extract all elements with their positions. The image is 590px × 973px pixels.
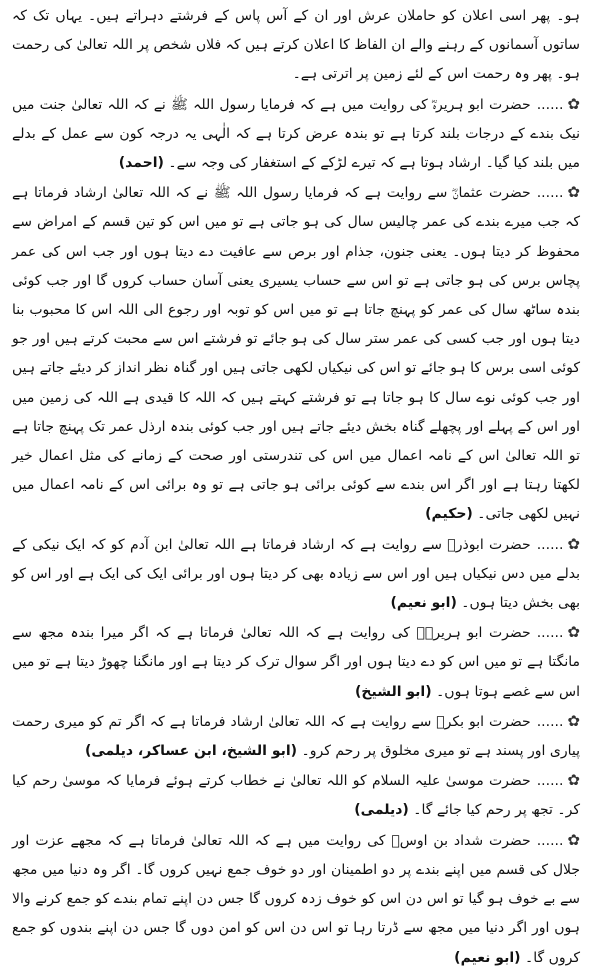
dot-leader: ...... [536,536,564,553]
paragraph-text: حضرت ابو بکرؓ سے روایت ہے کہ اللہ تعالیٰ ارشاد فرماتا ہے کہ اگر تم کو میری رحمت پیاری اور پسند ہے تو میری مخلوق پر رحم کرو۔ [12,713,580,760]
paragraph-text: حضرت ابو ہریرہؓ کی روایت میں ہے کہ فرمایا رسول اللہ ﷺ نے کہ اللہ تعالیٰ جنت میں نیک بندے کے درجات بلند کرتا ہے تو بندہ عرض کرتا ہے کہ الٰہی یہ درجہ کون سے عمل کے بدلے میں بلند کیا گیا۔ ارشاد ہوتا ہے کہ تیرے لڑکے کے استغفار کی وجہ سے۔ [12,96,580,172]
paragraph-text: حضرت عثمانؓ سے روایت ہے کہ فرمایا رسول اللہ ﷺ نے کہ اللہ تعالیٰ ارشاد فرماتا ہے کہ جب میرے بندے کی عمر چالیس سال کی ہو جاتی ہے تو میں اس کو تین قسم کے امراض سے محفوظ کر دیتا ہوں۔ یعنی جنون، جذام اور برص سے عافیت دے دیتا ہوں اور جب اس کی عمر پچاس برس کی ہو جاتی ہے تو اس سے حساب یسیری یعنی آسان حساب کروں گا اور جب کوئی بندہ ساٹھ سال کی عمر کو پہنچ جاتا ہے تو میں اس کو توبہ اور رجوع الی اللہ اس کا محبوب بنا دیتا ہوں اور جب کسی کی عمر ستر سال کی ہو جائے تو فرشتے اس سے محبت کرتے ہیں اور جو کوئی اسی برس کا ہو جائے تو اس کی نیکیاں لکھی جاتی ہیں اور گناہ نظر انداز کر دیئے جاتے ہیں اور جب کوئی نوے سال کا ہو جاتا ہے تو فرشتے کہتے ہیں کہ اللہ کا قیدی ہے اللہ کی زمین میں اور اس کے پہلے اور پچھلے گناہ بخش دیئے جاتے ہیں اور جب کوئی بندہ ارذل عمر تک پہنچ جاتا ہے تو اللہ تعالیٰ اس کے نامہ اعمال میں اس کی تندرستی اور صحت کے زمانے کی مثل اعمال خیر لکھتا رہتا ہے اور اگر اس بندے سے کوئی برائی ہو جاتی ہے تو وہ برائی اس کے نامہ اعمال میں نہیں لکھی جاتی۔ [12,185,580,523]
dot-leader: ...... [536,625,564,642]
paragraph-text: حضرت موسیٰ علیہ السلام کو اللہ تعالیٰ نے خطاب کرتے ہوئے فرمایا کہ موسیٰ رحم کیا کر۔ تجھ پر رحم کیا جائے گا۔ [12,773,580,819]
flower-bullet-icon: ✿ [567,94,580,113]
flower-bullet-icon: ✿ [567,711,580,730]
reference: (دیلمی) [354,802,409,819]
flower-bullet-icon: ✿ [567,183,580,202]
paragraph-text: ہو۔ پھر اسی اعلان کو حاملان عرش اور ان کے آس پاس کے فرشتے دہراتے ہیں۔ یہاں تک کہ ساتوں آسمانوں کے رہنے والے ان الفاظ کا اعلان کرتے ہیں کہ فلاں شخص پر اللہ تعالیٰ کی رحمت ہو۔ پھر وہ رحمت اس کے لئے زمین پر اترتی ہے۔ [12,8,580,83]
reference: (ابو الشیخ) [355,683,432,700]
hadith-paragraph-4 [12,530,580,619]
reference: (ابو الشیخ، ابن عساکر، دیلمی) [84,743,298,760]
reference: (ابو نعیم) [390,595,457,612]
reference: (حکیم) [425,506,473,523]
flower-bullet-icon: ✿ [567,830,580,849]
hadith-paragraph-7 [12,766,580,825]
dot-leader: ...... [536,185,564,202]
dot-leader: ...... [536,832,564,849]
hadith-paragraph-3 [12,178,580,529]
hadith-paragraph-2 [12,90,580,179]
hadith-paragraph-8 [12,826,580,973]
paragraph-1 [12,2,580,90]
paragraph-text: حضرت شداد بن اوسؓ کی روایت میں ہے کہ اللہ تعالیٰ فرماتا ہے کہ مجھے عزت اور جلال کی قسم میں اپنے بندے پر دو اطمینان اور دو خوف جمع نہیں کروں گا۔ اگر وہ دنیا میں مجھ سے بے خوف ہو گیا تو اس دن اس کو خوف زدہ کروں گا جس دن اپنے تمام بندے کو جمع کرنے والا ہوں اور اگر دنیا میں مجھ سے ڈرتا رہا تو اس دن اس کو امن دوں گا جس دن اپنے بندوں کو جمع کروں گا۔ [12,832,580,966]
dot-leader: ...... [536,713,564,730]
reference: (ابو نعیم) [454,949,521,966]
paragraph-text: حضرت ابو ہریرہؓ کی روایت ہے کہ اللہ تعالیٰ فرماتا ہے کہ اگر میرا بندہ مجھ سے مانگتا ہے تو میں اس کو دے دیتا ہوں اور اگر سوال ترک کر دیتا ہے اور مانگنا چھوڑ دیتا ہے تو میں اس سے غصے ہوتا ہوں۔ [12,625,580,700]
flower-bullet-icon: ✿ [567,771,580,790]
hadith-paragraph-5 [12,618,580,707]
paragraph-text: حضرت ابوذرؓ سے روایت ہے کہ ارشاد فرماتا ہے اللہ تعالیٰ ابن آدم کو کہ ایک نیکی کے بدلے میں دس نیکیاں ہیں اور اس سے زیادہ بھی کر دیتا ہوں اور برائی ایک کی ایک ہے اور اس کو بھی بخش دیتا ہوں۔ [12,536,580,612]
flower-bullet-icon: ✿ [567,623,580,642]
dot-leader: ...... [536,773,564,790]
dot-leader: ...... [536,96,564,113]
hadith-paragraph-6 [12,707,580,766]
reference: (احمد) [118,155,164,172]
flower-bullet-icon: ✿ [567,534,580,553]
